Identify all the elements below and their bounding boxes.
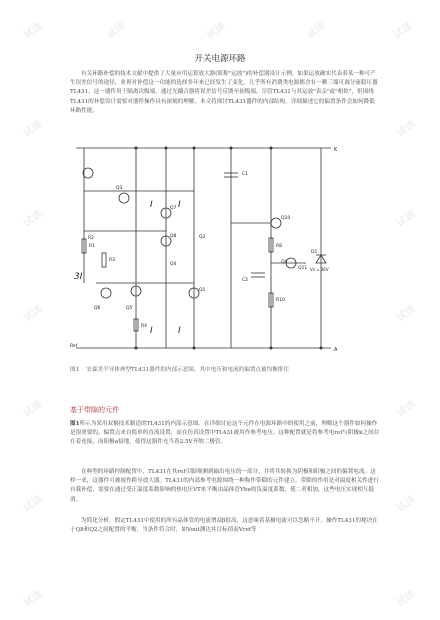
page-title: 开关电源环路 (194, 54, 246, 64)
watermark: 试读 (394, 493, 418, 515)
caption-number: 图1 (70, 367, 80, 373)
label-c1: C1 (242, 172, 249, 177)
label-current-2: I (178, 200, 181, 210)
label-k: K (334, 147, 338, 153)
body-paragraph: 在典型的环路控制配置中，TL431在其ref引脚观测到输出电压的一部分，并将其转换为阴极和阳极之间的偏置电流。这样一来，这器件可被视作跨导放大器。TL431的内部参考电源围绕一种称作带隙的元件建立。带隙的作用是对温度相关性进行自我补偿，需要在通过受正温度系数影响的热电压VT来平衡由晶体管Vbe的负温度系数，使二者相加，这些电压实现相互抵消。 (70, 469, 379, 503)
label-q3: Q3 (116, 186, 123, 191)
watermark: 试读 (21, 118, 45, 140)
figure-ref: 图1 (70, 421, 80, 427)
figure-caption (70, 366, 380, 375)
watermark: 试读 (204, 20, 228, 42)
label-current-1: I (150, 200, 153, 210)
watermark: 试读 (21, 493, 45, 515)
watermark: 试读 (304, 20, 328, 42)
watermark: 试读 (394, 118, 418, 140)
label-q9: Q9 (281, 260, 288, 265)
label-d1: D1 (311, 250, 318, 255)
intro-paragraph: 有关环路补偿的技术文献中提供了大量应用运算放大器(简称"运放")的补偿器设计示例。如果运放确实代表着某一种可产生误差信号的途径，业界对补偿这一功能的选择多年来已经发生了变化。几乎所有消费类电源都含有一颗三端可调分流稳压器TL431，这一器件用于隔离次级端，通过光耦合器将误差信号反馈至初级端。尽管TL431与其运放"表亲"或"相似"，但围绕TL431的补偿设计需要对器件操作具有深刻的理解。本文将探讨TL431器件的内部结构，详细描述它的偏置条件会如何降低环路性能。 (70, 71, 378, 114)
label-3i: 3I (74, 272, 83, 282)
watermark: 试读 (21, 20, 45, 42)
label-a: A (334, 347, 338, 353)
watermark: 试读 (21, 588, 45, 610)
label-vz: Vz = 36V (310, 267, 329, 272)
label-current-4: I (178, 326, 181, 336)
watermark: 试读 (394, 398, 418, 420)
watermark: 试读 (21, 208, 45, 230)
label-q7: Q7 (170, 206, 177, 211)
paragraph-text: 所示为采用双极技术制造的TL431的内部示意图。在详细讨论这个元件在电源环路中的使用之前，理解这个器件如何操作是很重要的，偏置点来自简单的直流设置，而在仿真设置中TL431被用作参考电压。这种配置就是将参考电ref与阴极k之间存在着连接，而阳极a接地，使得这器件充当着2.5V齐纳二极管。 (70, 421, 380, 446)
label-q2: Q2 (199, 235, 206, 240)
label-current-3: I (150, 326, 153, 336)
label-q4: Q4 (170, 262, 177, 267)
label-q8: Q8 (170, 234, 177, 239)
label-r3: R3 (109, 258, 115, 263)
label-ref: Ref (70, 344, 78, 349)
watermark: 试读 (394, 588, 418, 610)
watermark: 试读 (104, 20, 128, 42)
watermark: 试读 (21, 303, 45, 325)
label-r2: R2 (88, 236, 94, 241)
body-paragraph: 为简化分析，假定TL431中使用的所有晶体管的电流增益β很高，这意味着基极电流可以忽略不计。操作TL431的秘诀在于Q8和Q2之间配置的平衡，当条件符合时，如Vout测达其目标值而Vref等 (70, 518, 378, 534)
label-q1: Q1 (199, 288, 206, 293)
watermark: 试读 (391, 20, 415, 42)
watermark: 试读 (21, 398, 45, 420)
label-r8: R8 (276, 244, 282, 249)
label-q11: Q11 (298, 266, 308, 271)
label-q5: Q5 (126, 306, 133, 311)
label-q6: Q6 (94, 306, 101, 311)
section-heading: 基于带隙的元件 (70, 406, 119, 414)
caption-text: 安森美半导体典型TL431器件的内部示意图，其中电压和电流的偏置点被均衡排往 (86, 367, 289, 373)
label-r4: R4 (141, 324, 147, 329)
label-r10: R10 (276, 298, 285, 303)
body-paragraph (70, 420, 380, 448)
label-q10: Q10 (281, 216, 291, 221)
watermark: 试读 (394, 208, 418, 230)
tl431-schematic (66, 143, 344, 361)
watermark: 试读 (394, 303, 418, 325)
label-r1: R1 (89, 244, 95, 249)
label-c2: C2 (242, 278, 249, 283)
